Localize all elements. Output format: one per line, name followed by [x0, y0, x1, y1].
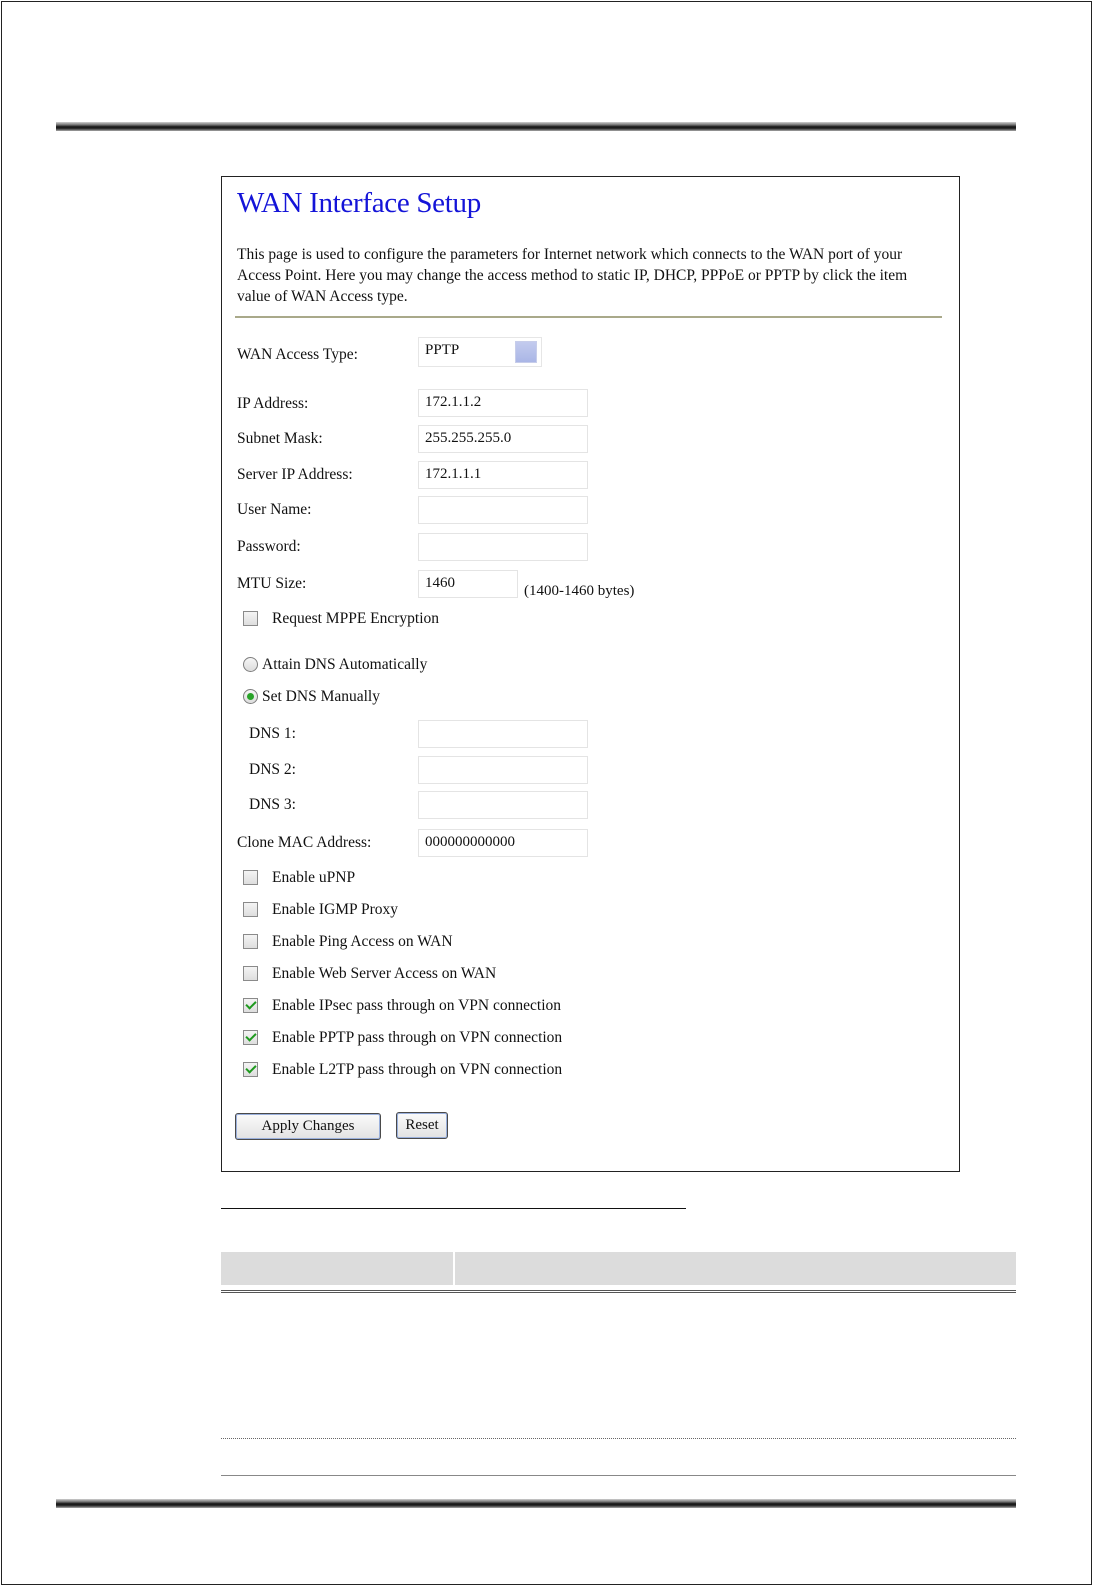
dns-manual-label: Set DNS Manually: [262, 688, 380, 705]
upnp-checkbox[interactable]: [243, 870, 258, 885]
dropdown-arrow-icon[interactable]: [515, 341, 537, 363]
header-rule: [56, 122, 1016, 131]
dns1-input[interactable]: [418, 720, 588, 748]
l2tp-passthrough-label: Enable L2TP pass through on VPN connection: [272, 1061, 563, 1078]
wan-access-type-select[interactable]: [418, 337, 542, 367]
subnet-mask-input[interactable]: 255.255.255.0: [418, 425, 588, 453]
dns-auto-radio[interactable]: [243, 657, 258, 672]
dns1-label: DNS 1:: [249, 725, 296, 742]
caption-underline: [221, 1208, 686, 1209]
dns2-label: DNS 2:: [249, 761, 296, 778]
footer-rule: [56, 1499, 1016, 1508]
ping-access-checkbox[interactable]: [243, 934, 258, 949]
table-header: [221, 1252, 1016, 1285]
mppe-checkbox[interactable]: [243, 611, 258, 626]
mppe-label: Request MPPE Encryption: [272, 610, 440, 627]
igmp-proxy-label: Enable IGMP Proxy: [272, 901, 398, 918]
subnet-mask-label: Subnet Mask:: [237, 430, 323, 447]
ipsec-passthrough-checkbox[interactable]: [243, 998, 258, 1013]
server-ip-input[interactable]: 172.1.1.1: [418, 461, 588, 489]
user-name-input[interactable]: [418, 496, 588, 524]
dns3-label: DNS 3:: [249, 796, 296, 813]
page-title: WAN Interface Setup: [237, 187, 481, 219]
table-bottom-divider: [221, 1475, 1016, 1476]
dns2-input[interactable]: [418, 756, 588, 784]
clone-mac-label: Clone MAC Address:: [237, 834, 372, 851]
wan-access-type-label: WAN Access Type:: [237, 346, 358, 363]
dns-manual-radio[interactable]: [243, 689, 258, 704]
mtu-range-note: (1400-1460 bytes): [524, 583, 635, 599]
password-input[interactable]: [418, 533, 588, 561]
pptp-passthrough-label: Enable PPTP pass through on VPN connection: [272, 1029, 563, 1046]
igmp-proxy-checkbox[interactable]: [243, 902, 258, 917]
separator: [235, 316, 942, 318]
ip-address-label: IP Address:: [237, 395, 309, 412]
page-description: This page is used to configure the parameters for Internet network which connects to the WAN port of your Access Point. Here you may change the access method to static IP, DHCP, PPPoE or PPTP by click the item value of WAN Access type.: [237, 246, 908, 305]
dns3-input[interactable]: [418, 791, 588, 819]
dns-auto-label: Attain DNS Automatically: [262, 656, 428, 673]
table-header-cell-1: [221, 1252, 455, 1285]
table-row-divider: [221, 1438, 1016, 1439]
table-header-cell-2: [457, 1252, 1016, 1285]
ip-address-input[interactable]: 172.1.1.2: [418, 389, 588, 417]
table-header-divider: [221, 1290, 1016, 1293]
web-server-access-label: Enable Web Server Access on WAN: [272, 965, 497, 982]
mtu-size-input[interactable]: 1460: [418, 570, 518, 598]
server-ip-label: Server IP Address:: [237, 466, 353, 483]
l2tp-passthrough-checkbox[interactable]: [243, 1062, 258, 1077]
mtu-size-label: MTU Size:: [237, 575, 307, 592]
clone-mac-input[interactable]: 000000000000: [418, 829, 588, 857]
user-name-label: User Name:: [237, 501, 312, 518]
apply-changes-button[interactable]: Apply Changes: [235, 1113, 381, 1140]
web-server-access-checkbox[interactable]: [243, 966, 258, 981]
password-label: Password:: [237, 538, 301, 555]
pptp-passthrough-checkbox[interactable]: [243, 1030, 258, 1045]
reset-button[interactable]: Reset: [396, 1112, 448, 1139]
ping-access-label: Enable Ping Access on WAN: [272, 933, 453, 950]
upnp-label: Enable uPNP: [272, 869, 356, 886]
ipsec-passthrough-label: Enable IPsec pass through on VPN connection: [272, 997, 561, 1014]
wan-setup-panel: [221, 176, 960, 1172]
wan-access-type-value: PPTP: [425, 342, 460, 358]
